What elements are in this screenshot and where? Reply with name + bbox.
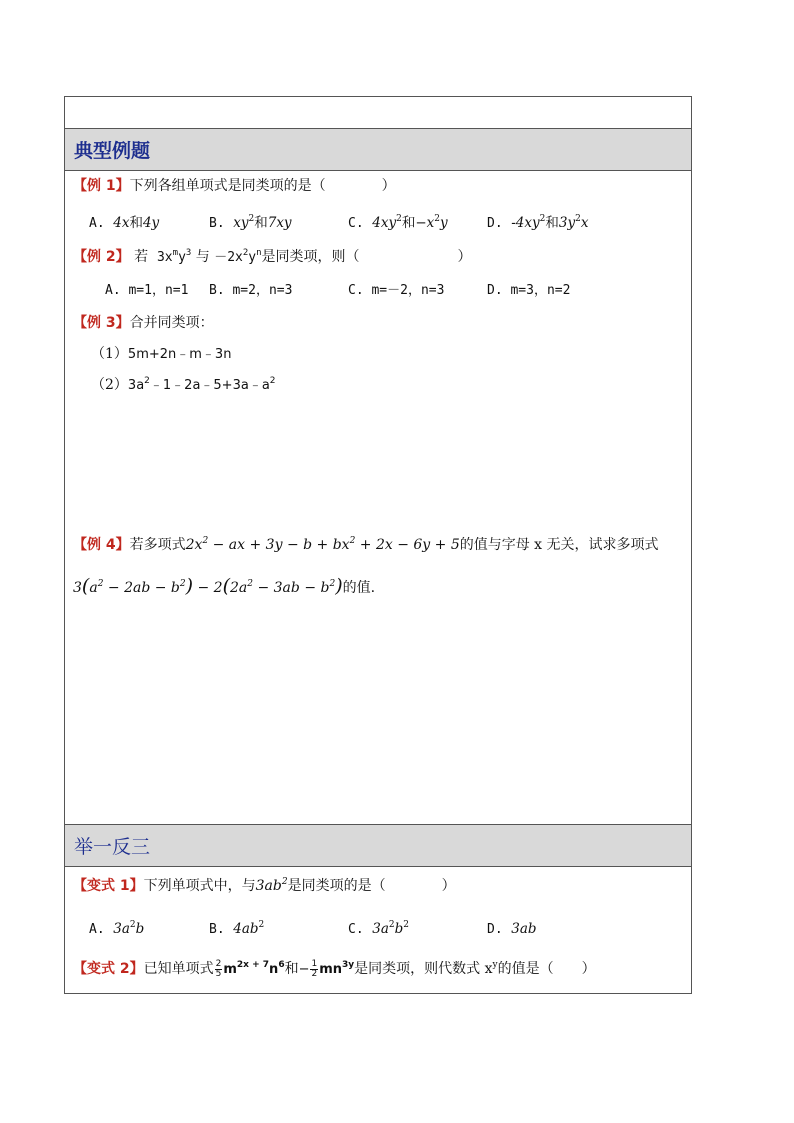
top-blank-row — [65, 97, 691, 129]
example-4-expression: $3(a^2 - 2ab - b^2) - 2(2a^2 - 3ab - b^2)$ — [73, 575, 343, 597]
variant-1-option-c[interactable]: C. $3a^2b^2$ — [348, 920, 410, 937]
example-3-item-1: （1）5m+2n﹣m﹣3n — [91, 346, 232, 362]
example-2-term-1: $3x^my^3$ — [156, 248, 192, 265]
variant-1-option-a[interactable]: A. $3a^2b$ — [89, 920, 145, 937]
variant-2-monomial-2: − $\frac{1}{2}$ $mn^{3y}$ — [298, 959, 355, 979]
variant-2-question: 【变式 2】已知单项式 $\frac{2}{5}$ $m^{2x + 7}n^6$和− $\frac{1}{2}$ $mn^{3y}$是同类项，则代数式 $x^y$的值是（ ） — [73, 959, 596, 979]
variant-2-tag: 【变式 2】 — [73, 961, 144, 977]
example-1-text: 下列各组单项式是同类项的是（ ） — [129, 178, 396, 194]
example-1-option-b[interactable]: B. $xy^2$和7xy — [209, 214, 292, 231]
worksheet-frame — [64, 96, 692, 994]
example-3-tag: 【例 3】 — [73, 315, 130, 331]
section-title-practice: 举一反三 — [74, 836, 151, 858]
example-2-option-c[interactable]: C. m=－2，n=3 — [348, 283, 445, 298]
variant-1-question: 【变式 1】下列单项式中，与$3ab^2$是同类项的是（ ） — [73, 877, 456, 894]
section-header-examples — [65, 129, 691, 171]
example-1-question — [73, 176, 396, 196]
example-3-item-2: $(2)3a^2﹣1﹣2a﹣5+3a﹣a^2$ — [91, 376, 276, 393]
section-title-examples: 典型例题 — [74, 140, 151, 162]
examples-body — [65, 171, 691, 825]
example-2-option-a[interactable]: A. m=1，n=1 — [105, 283, 189, 298]
variant-1-expression: $3ab^2$ — [255, 877, 288, 894]
example-4-question: 【例 4】若多项式$2x^2$ − ax + $3y - b + bx^2 + 2x - 6y + 5$的值与字母 x 无关，试求多项式 — [73, 536, 659, 553]
example-2-term-2: $-2x^2y^n$ — [214, 248, 262, 265]
section-header-practice — [65, 825, 691, 867]
example-1-option-a[interactable]: A. 4x和4y — [89, 215, 160, 231]
example-2-tag: 【例 2】 — [73, 249, 130, 265]
example-4-polynomial: $2x^2$ − ax + $3y - b + bx^2 + 2x - 6y + 5$ — [185, 536, 460, 553]
example-3-question: 【例 3】合并同类项： — [73, 315, 214, 331]
variant-1-tag: 【变式 1】 — [73, 878, 144, 894]
example-1-option-c[interactable]: C. $4xy^2$和$-x^2y$ — [348, 214, 448, 231]
variant-2-monomial-1: $\frac{2}{5}$ $m^{2x + 7}n^6$ — [215, 959, 285, 979]
example-1-tag: 【例 1】 — [73, 178, 130, 194]
example-2-question: 【例 2】 若 $3x^my^3$ 与 $-2x^2y^n$是同类项，则（ ） — [73, 248, 472, 265]
example-4-tag: 【例 4】 — [73, 537, 130, 553]
example-2-option-b[interactable]: B. m=2，n=3 — [209, 283, 293, 298]
example-4-expression-line: $3(a^2 - 2ab - b^2) - 2(2a^2 - 3ab - b^2)$的值. — [73, 575, 376, 597]
example-1-option-d[interactable]: D. $-4xy^2$和$3y^2x$ — [487, 214, 589, 231]
variant-1-option-b[interactable]: B. $4ab^2$ — [209, 920, 265, 937]
practice-body — [65, 867, 691, 993]
variant-1-option-d[interactable]: D. 3ab — [487, 921, 537, 937]
example-2-option-d[interactable]: D. m=3，n=2 — [487, 283, 571, 298]
